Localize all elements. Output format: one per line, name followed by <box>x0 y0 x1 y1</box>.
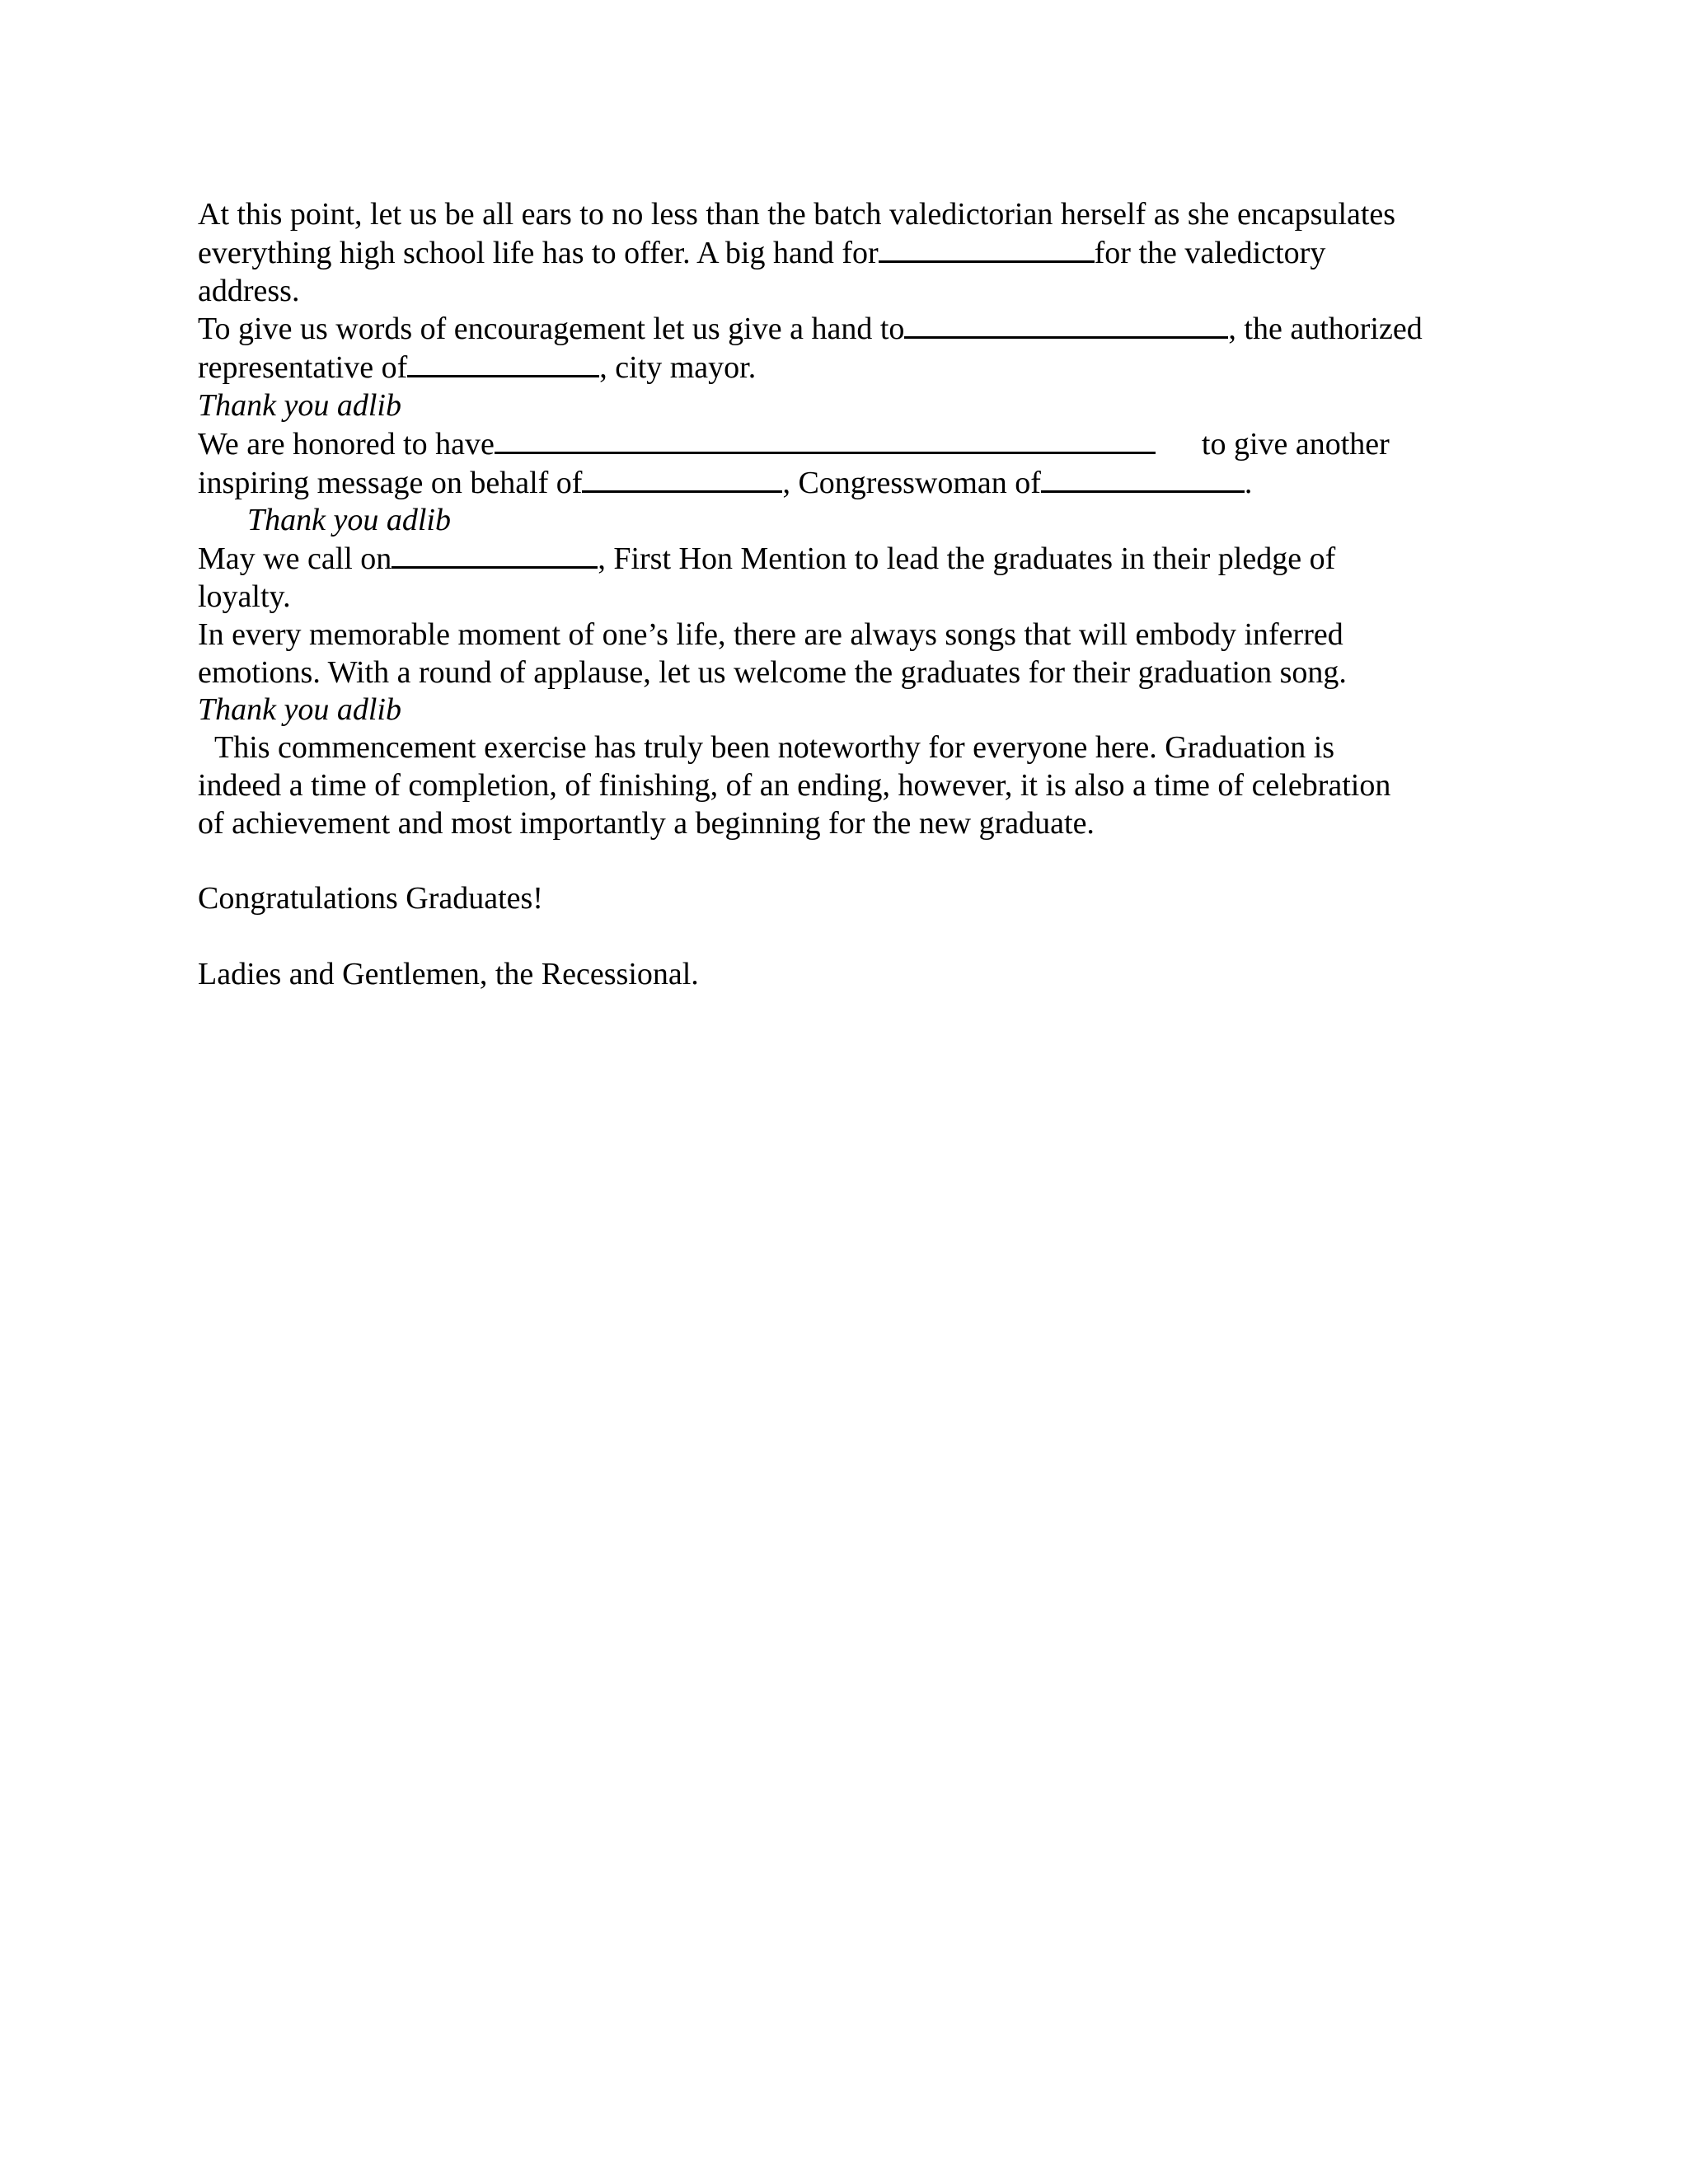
text-segment: to give another <box>1201 426 1390 462</box>
paragraph-pledge-line-2: loyalty. <box>198 579 291 614</box>
congratulations-line: Congratulations Graduates! <box>198 881 543 916</box>
text-segment: May we call on <box>198 541 392 577</box>
paragraph-closing-line-2: indeed a time of completion, of finishing, of an ending, however, it is also a time of celebration <box>198 767 1391 803</box>
text-segment: . <box>1244 465 1253 500</box>
name-blank-line <box>407 349 599 377</box>
adlib-note: Thank you adlib <box>247 503 451 538</box>
paragraph-song-line-2: emotions. With a round of applause, let us welcome the graduates for their graduation song. <box>198 654 1347 690</box>
paragraph-encouragement-line-2 <box>198 349 1471 387</box>
text-segment: , the authorized <box>1228 312 1423 347</box>
text-segment: inspiring message on behalf of <box>198 465 583 500</box>
name-blank-line <box>1041 464 1245 493</box>
paragraph-valedictorian-line-2 <box>198 234 1471 273</box>
paragraph-closing-line-3: of achievement and most importantly a beginning for the new graduate. <box>198 805 1095 841</box>
text-segment: , First Hon Mention to lead the graduates in their pledge of <box>598 541 1336 577</box>
adlib-note: Thank you adlib <box>198 387 401 423</box>
paragraph-valedictorian-line-1: At this point, let us be all ears to no less than the batch valedictorian herself as she encapsulates <box>198 197 1396 232</box>
text-segment: for the valedictory <box>1094 235 1326 270</box>
name-blank-line <box>392 540 598 569</box>
text-segment: everything high school life has to offer. A big hand for <box>198 235 879 270</box>
document-body <box>198 196 1471 994</box>
paragraph-closing-line-1: This commencement exercise has truly been noteworthy for everyone here. Graduation is <box>214 730 1335 766</box>
name-blank-line <box>495 425 1156 454</box>
name-blank-line <box>904 310 1228 339</box>
text-segment: , Congresswoman of <box>782 465 1041 500</box>
adlib-note: Thank you adlib <box>198 692 401 728</box>
text-segment: representative of <box>198 350 408 386</box>
paragraph-encouragement-line-1 <box>198 310 1471 349</box>
paragraph-valedictorian-line-3: address. <box>198 273 300 308</box>
paragraph-honored-line-2 <box>198 464 1471 503</box>
text-segment: We are honored to have <box>198 426 495 462</box>
name-blank-line <box>582 464 782 493</box>
paragraph-pledge-line-1 <box>198 540 1471 579</box>
text-segment: , city mayor. <box>599 350 757 386</box>
paragraph-honored-line-1 <box>198 425 1471 464</box>
paragraph-song-line-1: In every memorable moment of one’s life, there are always songs that will embody inferred <box>198 616 1343 652</box>
name-blank-line <box>879 234 1095 263</box>
recessional-line: Ladies and Gentlemen, the Recessional. <box>198 956 699 991</box>
text-segment: To give us words of encouragement let us give a hand to <box>198 312 905 347</box>
